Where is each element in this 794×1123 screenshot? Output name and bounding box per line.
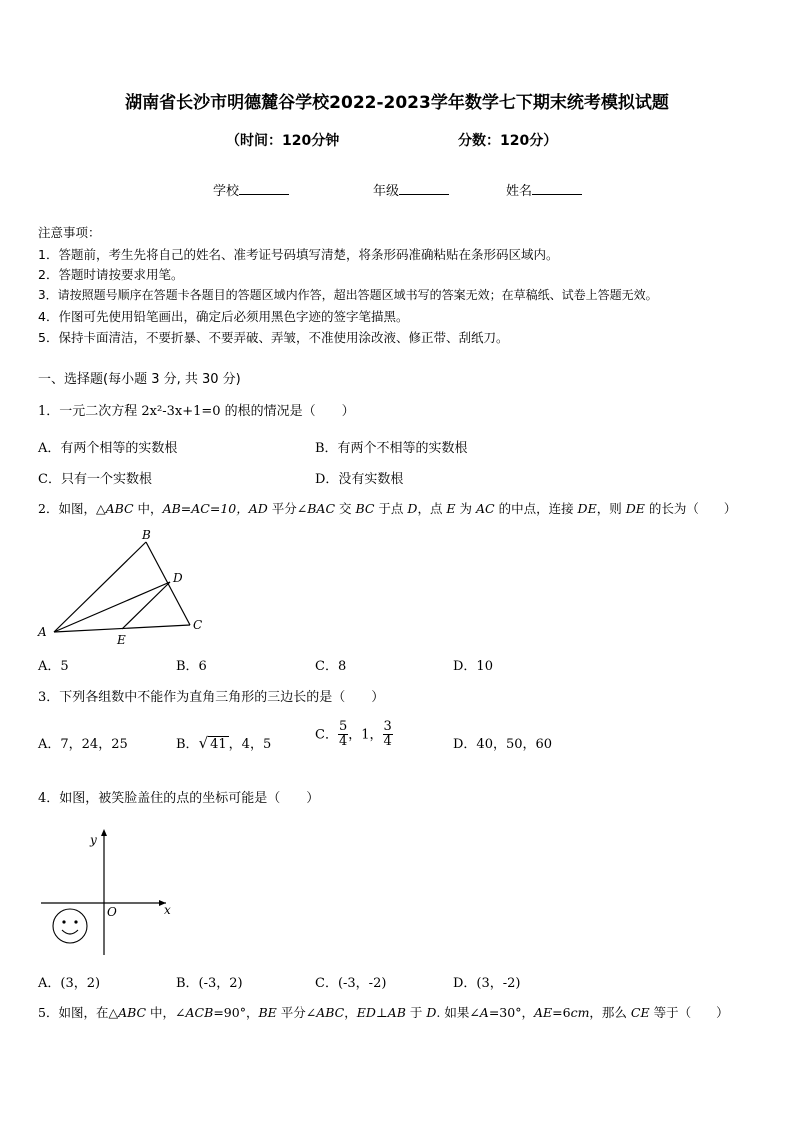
x-axis-label: x bbox=[164, 903, 171, 917]
q4-coordinate-figure bbox=[36, 825, 186, 960]
q2-stem: 2．如图，△ABC 中，AB=AC=10，AD 平分∠BAC 交 BC 于点 D，点 E 为 AC 的中点，连接 DE，则 DE 的长为（ ） bbox=[38, 501, 737, 516]
q2-option-b: B．6 bbox=[176, 659, 207, 674]
q3-option-d: D．40，50，60 bbox=[453, 737, 553, 752]
label-E: E bbox=[117, 633, 126, 647]
exam-time: （时间：120分钟 bbox=[226, 133, 340, 149]
smiley-face-icon bbox=[53, 909, 87, 943]
notice-item: 1．答题前，考生先将自己的姓名、准考证号码填写清楚，将条形码准确粘贴在条形码区域内。 bbox=[38, 247, 559, 262]
notice-item: 3．请按照题号顺序在答题卡各题目的答题区域内作答，超出答题区域书写的答案无效；在草稿纸、试卷上答题无效。 bbox=[38, 288, 658, 302]
school-blank bbox=[239, 182, 289, 195]
page-title: 湖南省长沙市明德麓谷学校2022-2023学年数学七下期末统考模拟试题 bbox=[125, 93, 669, 113]
name-label: 姓名 bbox=[506, 184, 533, 199]
name-field bbox=[506, 180, 582, 199]
grade-field bbox=[373, 180, 449, 199]
q1-option-b: B．有两个不相等的实数根 bbox=[315, 441, 468, 456]
q4-option-a: A．(3，2) bbox=[38, 976, 101, 991]
label-D: D bbox=[173, 571, 183, 585]
name-blank bbox=[532, 182, 582, 195]
q2-triangle-figure bbox=[30, 525, 220, 650]
q1-option-c: C．只有一个实数根 bbox=[38, 472, 152, 487]
q4-option-d: D．(3，-2) bbox=[453, 976, 521, 991]
notice-heading: 注意事项： bbox=[38, 225, 101, 240]
q4-option-b: B．(-3，2) bbox=[176, 976, 243, 991]
radicand: 41 bbox=[210, 737, 227, 752]
fraction: $\frac{5}{4}$ bbox=[338, 719, 348, 750]
y-axis-label: y bbox=[90, 833, 97, 847]
q3-stem: 3．下列各组数中不能作为直角三角形的三边长的是（ ） bbox=[38, 690, 385, 705]
q2-option-d: D．10 bbox=[453, 659, 493, 674]
q4-option-c: C．(-3，-2) bbox=[315, 976, 387, 991]
grade-blank bbox=[399, 182, 449, 195]
label-A: A bbox=[38, 625, 47, 639]
q2-option-c: C．8 bbox=[315, 659, 347, 674]
label-C: C bbox=[193, 618, 203, 632]
q1-option-d: D．没有实数根 bbox=[315, 472, 404, 487]
exam-score: 分数：120分） bbox=[458, 133, 558, 149]
school-label: 学校 bbox=[213, 184, 240, 199]
q3-option-b: B．√ 41 ，4，5 bbox=[176, 734, 272, 752]
q2-option-a: A．5 bbox=[38, 659, 69, 674]
q1-option-a: A．有两个相等的实数根 bbox=[38, 441, 178, 456]
section-heading: 一、选择题(每小题 3 分, 共 30 分) bbox=[38, 372, 241, 387]
q1-stem: 1．一元二次方程 2x²-3x+1=0 的根的情况是（ ） bbox=[38, 404, 355, 419]
origin-label: O bbox=[107, 905, 117, 919]
notice-item: 2．答题时请按要求用笔。 bbox=[38, 267, 184, 282]
label-B: B bbox=[142, 528, 151, 542]
school-field bbox=[213, 180, 289, 199]
grade-label: 年级 bbox=[373, 184, 400, 199]
q5-stem: 5．如图，在△ABC 中，∠ACB=90°，BE 平分∠ABC，ED⊥AB 于 D. 如果∠A=30°，AE=6cm，那么 CE 等于（ ） bbox=[38, 1005, 729, 1020]
notice-item: 5．保持卡面清洁，不要折暴、不要弄破、弄皱，不准使用涂改液、修正带、刮纸刀。 bbox=[38, 330, 509, 345]
q3-option-a: A．7，24，25 bbox=[38, 737, 128, 752]
q4-stem: 4．如图，被笑脸盖住的点的坐标可能是（ ） bbox=[38, 791, 320, 806]
fraction: $\frac{3}{4}$ bbox=[383, 719, 392, 750]
notice-item: 4．作图可先使用铅笔画出，确定后必须用黑色字迹的签字笔描黑。 bbox=[38, 309, 409, 324]
q3-option-c: C． $\frac{5}{4}$ ，1， $\frac{3}{4}$ bbox=[315, 719, 392, 750]
